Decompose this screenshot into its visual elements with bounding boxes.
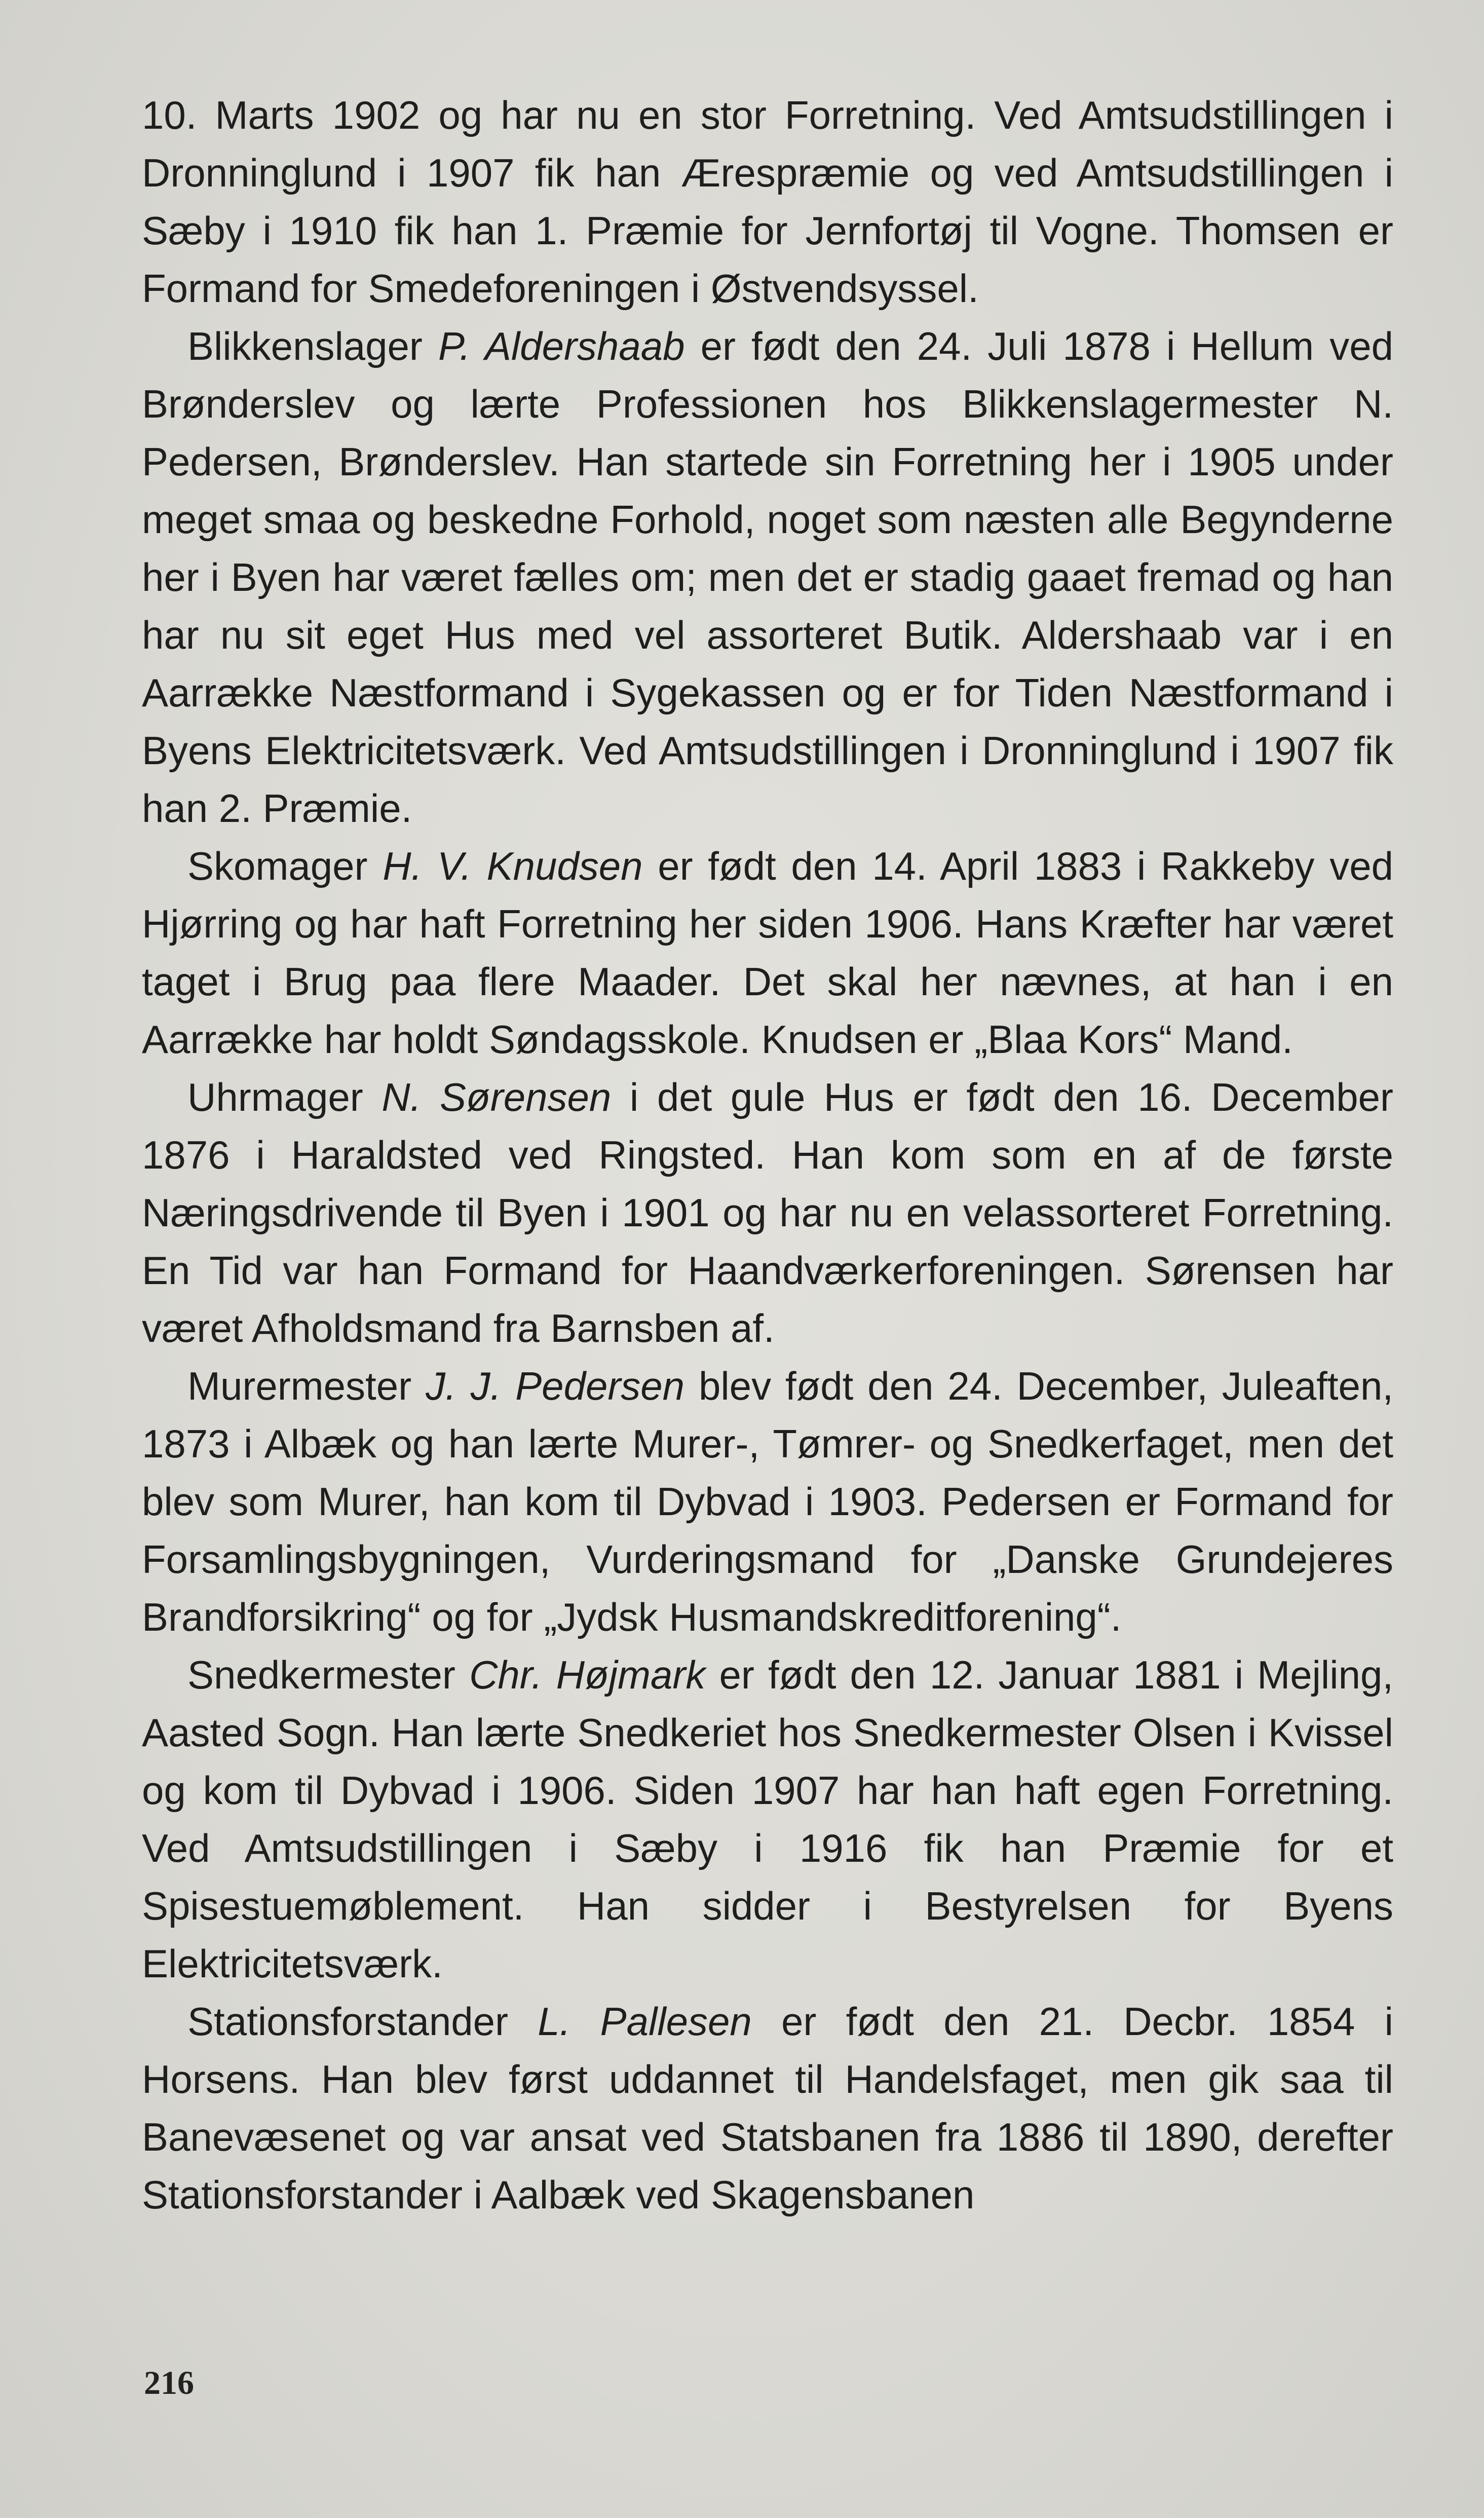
page-number: 216 xyxy=(144,2364,194,2401)
paragraph-sorensen xyxy=(142,1068,1393,1357)
paragraph-thomsen-continued xyxy=(142,86,1393,317)
paragraph-lead: Stationsforstander xyxy=(187,1999,538,2044)
person-name: H. V. Knudsen xyxy=(383,844,643,888)
paragraph-lead: Uhrmager xyxy=(187,1075,382,1119)
paragraph-pedersen xyxy=(142,1357,1393,1646)
paragraph-body: er født den 12. Januar 1881 i Mejling, Aasted Sogn. Han lærte Snedkeriet hos Snedkermester Olsen i Kvissel og kom til Dybvad i 1906. Siden 1907 har han haft egen Forretning. Ved Amtsudstillingen i Sæby i 1916 fik han Præmie for et Spisestuemøblement. Han sidder i Bestyrelsen for Byens Elektricitetsværk. xyxy=(142,1652,1394,1986)
paragraph-body: er født den 21. Decbr. 1854 i Horsens. Han blev først uddannet til Handelsfaget, men gik saa til Banevæsenet og var ansat ved Statsbanen fra 1886 til 1890, derefter Stationsforstander i Aalbæk ved Skagensbanen xyxy=(142,1999,1393,2217)
paragraph-hojmark xyxy=(142,1646,1393,1993)
person-name: N. Sørensen xyxy=(382,1075,612,1119)
paragraph-body: blev født den 24. December, Juleaften, 1873 i Albæk og han lærte Murer-, Tømrer- og Snedkerfaget, men det blev som Murer, han kom til Dybvad i 1903. Pedersen er Formand for Forsamlingsbygningen, Vurderingsmand for „Danske Grundejeres Brandforsikring“ og for „Jydsk Husmandskreditforening“. xyxy=(142,1364,1393,1639)
paragraph-lead: Snedkermester xyxy=(187,1652,470,1697)
person-name: P. Aldershaab xyxy=(438,324,685,368)
paragraph-pallesen xyxy=(142,1993,1393,2224)
person-name: Chr. Højmark xyxy=(469,1652,706,1697)
paragraph-text: 10. Marts 1902 og har nu en stor Forretning. Ved Amtsudstillingen i Dronninglund i 1907 fik han Ærespræmie og ved Amtsudstillingen i Sæby i 1910 fik han 1. Præmie for Jernfortøj til Vogne. Thomsen er Formand for Smedeforeningen i Østvendsyssel. xyxy=(142,93,1393,311)
paragraph-body: i det gule Hus er født den 16. December 1876 i Haraldsted ved Ringsted. Han kom som en af de første Næringsdrivende til Byen i 1901 og har nu en velassorteret Forretning. En Tid var han Formand for Haandværkerforeningen. Sørensen har været Afholdsmand fra Barnsben af. xyxy=(142,1075,1393,1350)
body-text xyxy=(142,86,1393,2224)
paragraph-body: er født den 24. Juli 1878 i Hellum ved Brønderslev og lærte Professionen hos Blikkenslagermester N. Pedersen, Brønderslev. Han startede sin Forretning her i 1905 under meget smaa og beskedne Forhold, noget som næsten alle Begynderne her i Byen har været fælles om; men det er stadig gaaet fremad og han har nu sit eget Hus med vel assorteret Butik. Aldershaab var i en Aarrække Næstformand i Sygekassen og er for Tiden Næstformand i Byens Elektricitetsværk. Ved Amtsudstillingen i Dronninglund i 1907 fik han 2. Præmie. xyxy=(142,324,1394,831)
paragraph-lead: Blikkenslager xyxy=(187,324,438,368)
paragraph-lead: Murermester xyxy=(187,1364,426,1408)
paragraph-body: er født den 14. April 1883 i Rakkeby ved Hjørring og har haft Forretning her siden 1906. Hans Kræfter har været taget i Brug paa flere Maader. Det skal her nævnes, at han i en Aarrække har holdt Søndagsskole. Knudsen er „Blaa Kors“ Mand. xyxy=(142,844,1393,1062)
person-name: J. J. Pedersen xyxy=(425,1364,685,1408)
paragraph-aldershaab xyxy=(142,317,1393,837)
paragraph-lead: Skomager xyxy=(187,844,383,888)
person-name: L. Pallesen xyxy=(538,1999,752,2044)
paragraph-knudsen xyxy=(142,837,1393,1068)
